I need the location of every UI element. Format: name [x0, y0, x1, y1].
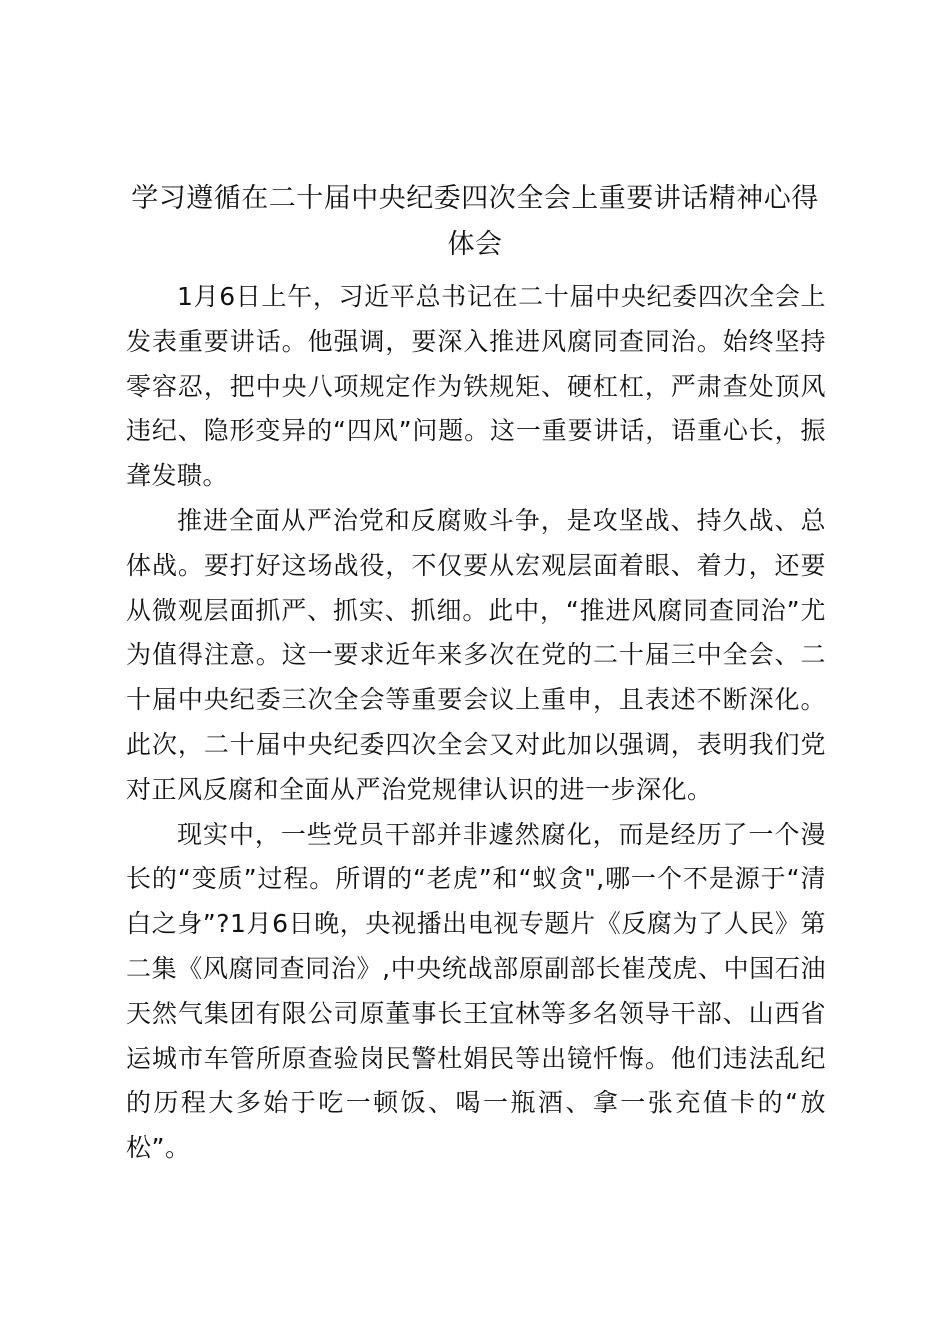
- paragraph-1: 1月6日上午，习近平总书记在二十届中央纪委四次全会上发表重要讲话。他强调，要深入推进风腐同查同治。始终坚持零容忍，把中央八项规定作为铁规矩、硬杠杠，严肃查处顶风违纪、隐形变异的“四风”问题。这一重要讲话，语重心长，振聋发聩。: [126, 282, 826, 491]
- document-title: 学习遵循在二十届中央纪委四次全会上重要讲话精神心得体会: [131, 183, 819, 260]
- paragraph-3: 现实中，一些党员干部并非遽然腐化，而是经历了一个漫长的“变质”过程。所谓的“老虎”和“蚁贪",哪一个不是源于“清白之身”?1月6日晚，央视播出电视专题片《反腐为了人民》第二集《风腐同查同治》,中央统战部原副部长崔茂虎、中国石油天然气集团有限公司原董事长王宜林等多名领导干部、山西省运城市车管所原查验岗民警杜娟民等出镜忏悔。他们违法乱纪的历程大多始于吃一顿饭、喝一瓶酒、拿一张充值卡的“放松”。: [126, 819, 826, 1163]
- document-body: [126, 275, 826, 1171]
- paragraph-2: 推进全面从严治党和反腐败斗争，是攻坚战、持久战、总体战。要打好这场战役，不仅要从宏观层面着眼、着力，还要从微观层面抓严、抓实、抓细。此中，“推进风腐同查同治”尤为值得注意。这一要求近年来多次在党的二十届三中全会、二十届中央纪委三次全会等重要会议上重申，且表述不断深化。此次，二十届中央纪委四次全会又对此加以强调，表明我们党对正风反腐和全面从严治党规律认识的进一步深化。: [126, 505, 826, 804]
